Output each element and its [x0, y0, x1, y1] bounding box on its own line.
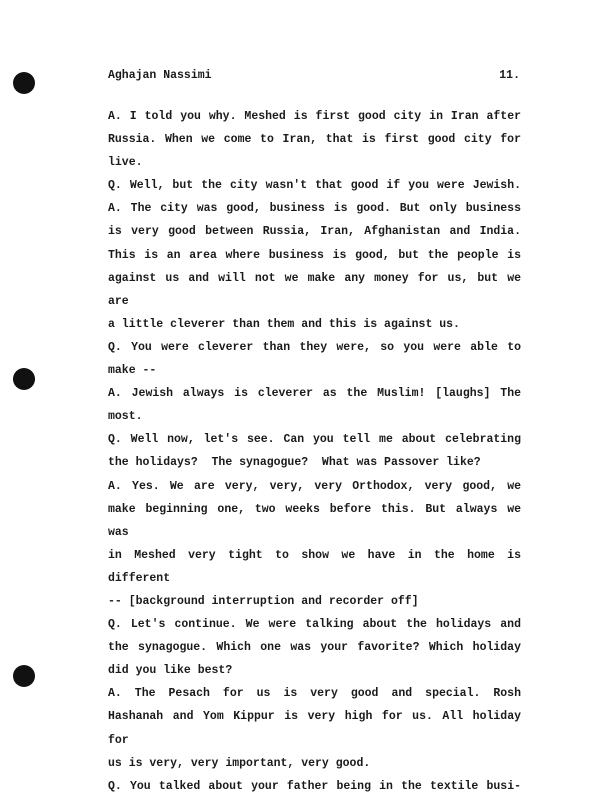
interviewee-name: Aghajan Nassimi — [108, 69, 212, 82]
page-header — [108, 69, 520, 82]
binder-hole-top — [13, 72, 35, 94]
transcript-body — [108, 105, 521, 798]
binder-hole-bottom — [13, 665, 35, 687]
transcript-line: A. Jewish always is cleverer as the Muslim! [laughs] The — [108, 387, 521, 401]
transcript-line: against us and will not we make any money for us, but we are — [108, 271, 521, 308]
binder-hole-middle — [13, 368, 35, 390]
transcript-line: A. I told you why. Meshed is first good city in Iran after — [108, 110, 521, 123]
transcript-line: is very good between Russia, Iran, Afghanistan and India. — [108, 225, 521, 239]
transcript-line: live. — [108, 156, 143, 170]
transcript-line: Russia. When we come to Iran, that is first good city for — [108, 133, 521, 147]
transcript-line: the synagogue. Which one was your favorite? Which holiday — [108, 641, 521, 655]
transcript-line: the holidays? The synagogue? What was Passover like? — [108, 456, 481, 470]
transcript-line: us is very, very important, very good. — [108, 756, 371, 770]
transcript-line: Q. Well now, let's see. Can you tell me about celebrating — [108, 433, 521, 447]
transcript-line: most. — [108, 410, 143, 424]
transcript-line: A. The Pesach for us is very good and special. Rosh — [108, 687, 521, 701]
transcript-line: -- [background interruption and recorder off] — [108, 594, 419, 608]
transcript-line: A. The city was good, business is good. But only business — [108, 202, 521, 216]
transcript-line: make -- — [108, 364, 157, 378]
transcript-line: a little cleverer than them and this is against us. — [108, 317, 460, 331]
transcript-line: did you like best? — [108, 664, 233, 678]
transcript-line: Q. Well, but the city wasn't that good if you were Jewish. — [108, 179, 521, 193]
transcript-line: make beginning one, two weeks before this. But always we was — [108, 502, 521, 539]
transcript-line: Q. Let's continue. We were talking about the holidays and — [108, 618, 521, 632]
transcript-line: A. Yes. We are very, very, very Orthodox, very good, we — [108, 479, 521, 493]
transcript-line: This is an area where business is good, but the people is — [108, 248, 521, 262]
transcript-line: Q. You were cleverer than they were, so you were able to — [108, 340, 521, 354]
page-number: 11. — [499, 69, 520, 82]
transcript-line: in Meshed very tight to show we have in the home is different — [108, 548, 521, 585]
transcript-line: Q. You talked about your father being in the textile busi- — [108, 779, 521, 793]
transcript-line: Hashanah and Yom Kippur is very high for us. All holiday for — [108, 710, 521, 747]
